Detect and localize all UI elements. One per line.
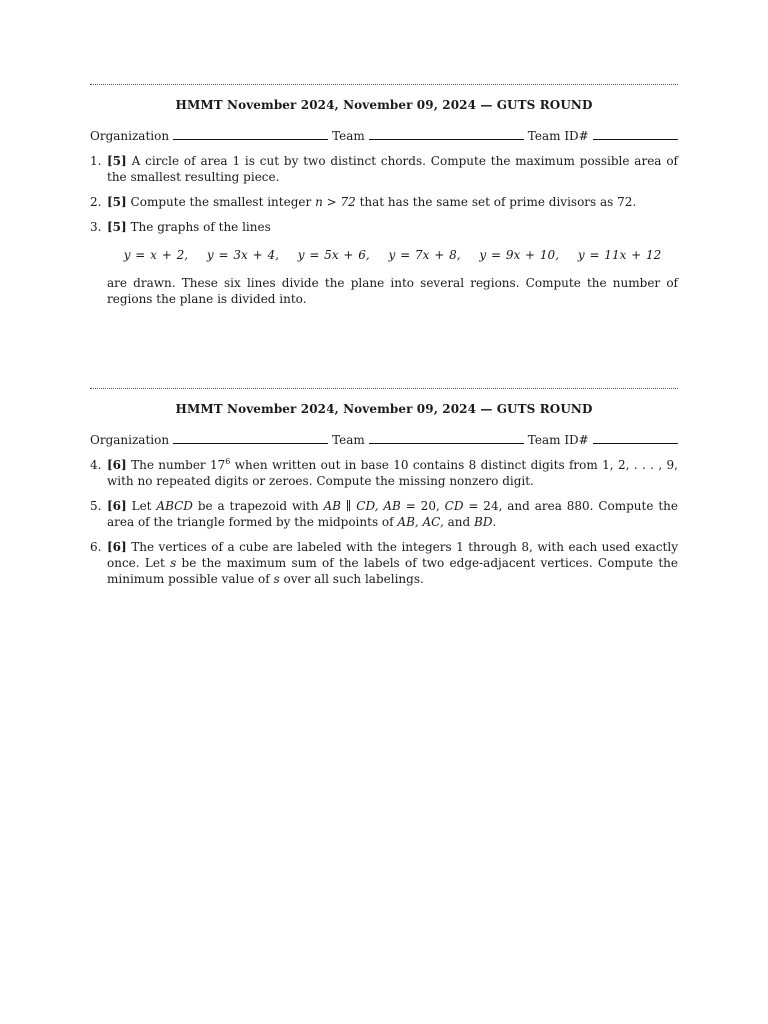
team-id-field[interactable] (593, 433, 678, 444)
organization-field[interactable] (173, 129, 328, 140)
problem-text: The number 17 (131, 458, 226, 472)
team-info-fields (90, 431, 678, 447)
problem-text: be the maximum sum of the labels of two edge-adjacent vertices. Compute the minimum possible value of (107, 556, 678, 586)
math-expression: CD (444, 499, 464, 513)
problem-number: 4. (90, 458, 102, 472)
problem-5 (90, 498, 678, 530)
equation: y = 9x + 10, (479, 248, 560, 262)
team-info-fields (90, 127, 678, 143)
problem-text: = 24, and area 880. Compute the area of the triangle formed by the midpoints of (107, 499, 678, 529)
equation: y = 7x + 8, (388, 248, 461, 262)
problem-list (90, 153, 678, 307)
problem-text: over all such labelings. (283, 572, 424, 586)
team-id-field[interactable] (593, 129, 678, 140)
problem-text: The graphs of the lines (130, 220, 271, 234)
guts-sheet-2 (90, 388, 678, 596)
team-field[interactable] (369, 129, 524, 140)
problem-points: [6] (107, 540, 127, 554)
team-label: Team (332, 433, 365, 447)
problem-4 (90, 457, 678, 489)
problem-text: that has the same set of prime divisors as 72. (359, 195, 637, 209)
problem-number: 1. (90, 154, 102, 168)
sheet-header: HMMT November 2024, November 09, 2024 — GUTS ROUND (175, 98, 593, 112)
problem-number: 6. (90, 540, 102, 554)
equation: y = 5x + 6, (297, 248, 370, 262)
tear-line (90, 84, 678, 85)
team-field[interactable] (369, 433, 524, 444)
team-id-label: Team ID# (527, 129, 589, 143)
problem-text: and (447, 515, 471, 529)
line-equations (107, 247, 678, 263)
math-expression: n > 72 (315, 195, 356, 209)
problem-text: . (492, 515, 497, 529)
problem-number: 3. (90, 220, 102, 234)
exponent: 6 (225, 457, 231, 466)
organization-field[interactable] (173, 433, 328, 444)
math-expression: s (170, 556, 177, 570)
guts-sheet-1 (90, 84, 678, 316)
problem-points: [5] (107, 195, 127, 209)
problem-1 (90, 153, 678, 185)
problem-points: [5] (107, 154, 127, 168)
problem-points: [5] (107, 220, 127, 234)
math-expression: BD (474, 515, 493, 529)
math-expression: AB ∥ CD, AB (323, 499, 401, 513)
equation: y = 3x + 4, (206, 248, 279, 262)
problem-text: be a trapezoid with (197, 499, 319, 513)
math-expression: AB, AC, (397, 515, 444, 529)
problem-text: when written out in base 10 contains 8 distinct digits from 1, 2, . . . , 9, with no repeated digits or zeroes. Compute the missing nonzero digit. (107, 458, 678, 488)
equation: y = x + 2, (123, 248, 189, 262)
equation: y = 11x + 12 (577, 248, 662, 262)
problem-3 (90, 219, 678, 307)
problem-text: are drawn. These six lines divide the plane into several regions. Compute the number of regions the plane is divided into. (107, 276, 678, 306)
tear-line (90, 388, 678, 389)
math-expression: s (273, 572, 280, 586)
problem-text: Let (131, 499, 152, 513)
problem-2 (90, 194, 678, 210)
organization-label: Organization (90, 433, 170, 447)
team-label: Team (332, 129, 365, 143)
problem-list (90, 457, 678, 587)
problem-text: The vertices of a cube are labeled with the integers 1 through 8, with each used exactly once. Let (107, 540, 678, 570)
problem-points: [6] (107, 499, 127, 513)
math-expression: ABCD (156, 499, 193, 513)
team-id-label: Team ID# (527, 433, 589, 447)
problem-text: Compute the smallest integer (130, 195, 312, 209)
sheet-header: HMMT November 2024, November 09, 2024 — GUTS ROUND (175, 402, 593, 416)
problem-text: A circle of area 1 is cut by two distinct chords. Compute the maximum possible area of the smallest resulting piece. (107, 154, 678, 184)
problem-6 (90, 539, 678, 587)
problem-text: = 20, (405, 499, 440, 513)
organization-label: Organization (90, 129, 170, 143)
problem-number: 2. (90, 195, 102, 209)
problem-number: 5. (90, 499, 102, 513)
problem-points: [6] (107, 458, 127, 472)
